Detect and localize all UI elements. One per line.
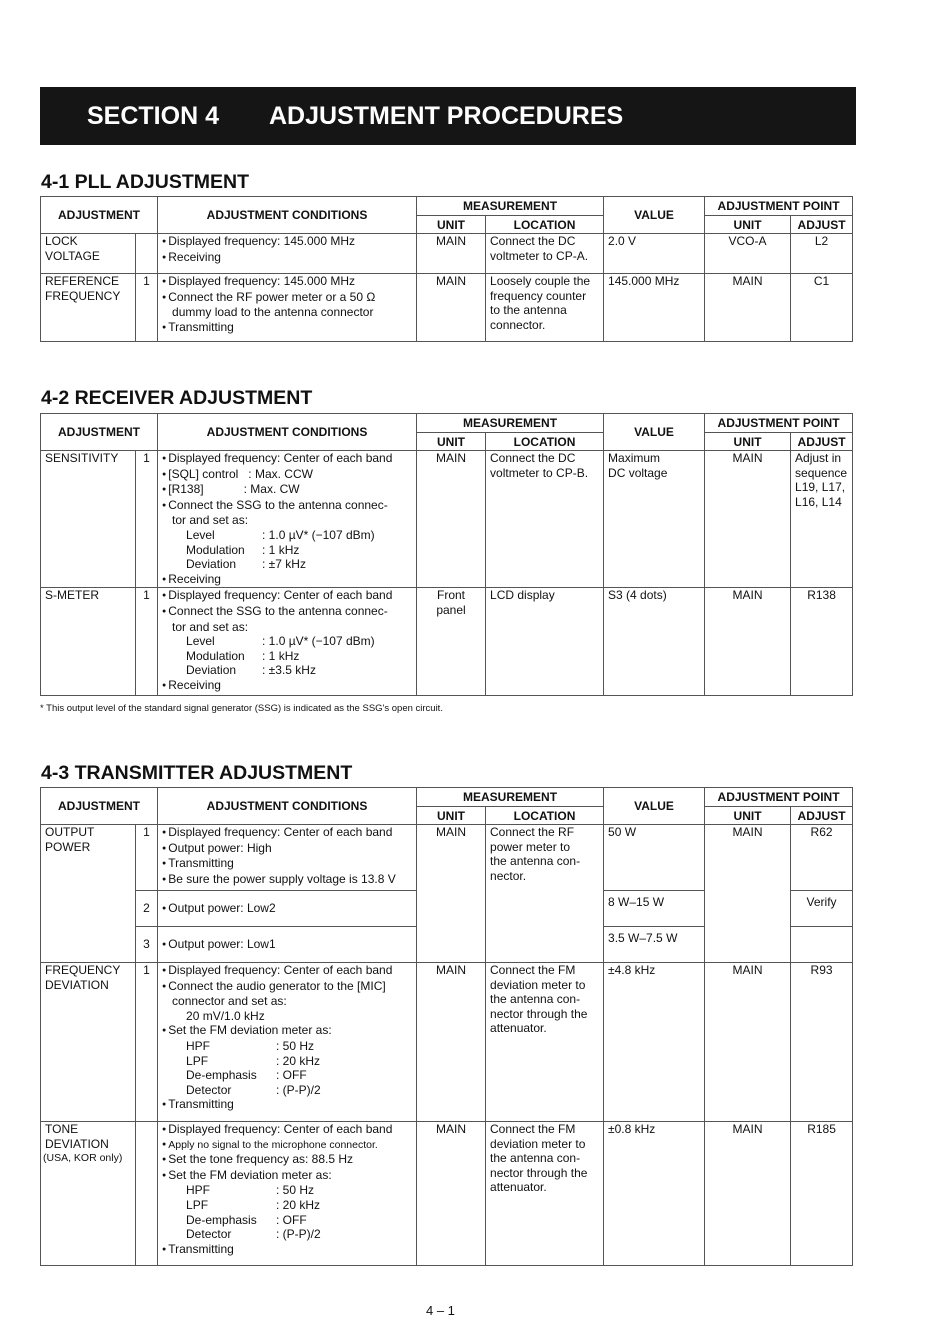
measurement-location: Connect the FM deviation meter to the antenna con- nector through the attenuator.: [486, 963, 604, 1122]
header-measurement: MEASUREMENT: [417, 414, 604, 433]
adjustment-unit: MAIN: [705, 1122, 791, 1266]
header-adjustment-point: ADJUSTMENT POINT: [705, 414, 853, 433]
header-location: LOCATION: [486, 216, 604, 234]
measurement-location: Connect the DC voltmeter to CP-B.: [486, 451, 604, 588]
receiver-title: 4-2 RECEIVER ADJUSTMENT: [41, 387, 313, 409]
adjustment-point: L2: [791, 234, 853, 274]
header-adjust: ADJUST: [791, 807, 853, 825]
header-adjust: ADJUST: [791, 433, 853, 451]
step-number: [136, 234, 158, 274]
adjustment-name: LOCK VOLTAGE: [41, 234, 136, 274]
section-banner: [40, 87, 856, 145]
conditions: ● Displayed frequency: 145.000 MHz ● Receiving: [158, 234, 417, 274]
header-value: VALUE: [604, 414, 705, 451]
value: 8 W–15 W: [604, 891, 705, 927]
adjustment-point: R138: [791, 588, 853, 696]
value: 3.5 W–7.5 W: [604, 927, 705, 963]
adjustment-name: OUTPUT POWER: [41, 825, 136, 963]
adjustment-unit: MAIN: [705, 451, 791, 588]
table-row: [41, 274, 853, 342]
adjustment-unit: MAIN: [705, 825, 791, 963]
header-adjustment: ADJUSTMENT: [41, 414, 158, 451]
step-number: 1: [136, 825, 158, 891]
header-conditions: ADJUSTMENT CONDITIONS: [158, 197, 417, 234]
adjustment-unit: MAIN: [705, 274, 791, 342]
adjustment-point: R62: [791, 825, 853, 891]
conditions: ● Displayed frequency: 145.000 MHz ● Connect the RF power meter or a 50 Ω dummy load to the antenna connector ● Transmitting: [158, 274, 417, 342]
measurement-unit: MAIN: [417, 451, 486, 588]
table-row: [41, 825, 853, 891]
header-adjustment: ADJUSTMENT: [41, 197, 158, 234]
page-number: 4 – 1: [426, 1303, 455, 1318]
conditions: ● Displayed frequency: Center of each band ● Output power: High ● Transmitting ● Be sure the power supply voltage is 13.8 V: [158, 825, 417, 891]
header-adjustment: ADJUSTMENT: [41, 788, 158, 825]
header-unit: UNIT: [417, 807, 486, 825]
table-row: [41, 234, 853, 274]
header-conditions: ADJUSTMENT CONDITIONS: [158, 414, 417, 451]
conditions: ● Displayed frequency: Center of each band ● [SQL] control : Max. CCW ● [R138] : Max. CW ● Connect the SSG to the antenna connec- tor and set as: Level : 1.0 µV* (−107 dBm) Modulation : 1 kHz Deviation : ±7 kHz ● Receiving: [158, 451, 417, 588]
table-row: [41, 963, 853, 1122]
section-number: SECTION 4: [87, 102, 219, 130]
adjustment-point: Adjust in sequence L19, L17, L16, L14: [791, 451, 853, 588]
header-measurement: MEASUREMENT: [417, 788, 604, 807]
adjustment-point: Verify: [791, 891, 853, 927]
measurement-unit: MAIN: [417, 963, 486, 1122]
header-value: VALUE: [604, 197, 705, 234]
value: 50 W: [604, 825, 705, 891]
header-adjustment-point: ADJUSTMENT POINT: [705, 197, 853, 216]
adjustment-unit: MAIN: [705, 963, 791, 1122]
adjustment-unit: VCO-A: [705, 234, 791, 274]
header-adjustment-point: ADJUSTMENT POINT: [705, 788, 853, 807]
adjustment-point: R93: [791, 963, 853, 1122]
step-number: 3: [136, 927, 158, 963]
header-adjust: ADJUST: [791, 216, 853, 234]
header-conditions: ADJUSTMENT CONDITIONS: [158, 788, 417, 825]
adjustment-name: TONE DEVIATION (USA, KOR only): [41, 1122, 136, 1266]
measurement-location: Connect the RF power meter to the antenna con- nector.: [486, 825, 604, 963]
adjustment-point: [791, 927, 853, 963]
value: Maximum DC voltage: [604, 451, 705, 588]
value: ±4.8 kHz: [604, 963, 705, 1122]
conditions: ● Displayed frequency: Center of each band ● Apply no signal to the microphone connector. ● Set the tone frequency as: 88.5 Hz ● Set the FM deviation meter as: HPF : 50 Hz LPF : 20 kHz De-emphasis : OFF Detector : (P-P)/2 ● Transmitting: [158, 1122, 417, 1266]
receiver-table: [40, 413, 853, 696]
measurement-unit: MAIN: [417, 274, 486, 342]
step-number: 2: [136, 891, 158, 927]
conditions: ● Output power: Low2: [158, 891, 417, 927]
value: ±0.8 kHz: [604, 1122, 705, 1266]
measurement-location: LCD display: [486, 588, 604, 696]
footnote: * This output level of the standard signal generator (SSG) is indicated as the SSG's open circuit.: [40, 703, 443, 714]
measurement-unit: MAIN: [417, 1122, 486, 1266]
adjustment-name: FREQUENCY DEVIATION: [41, 963, 136, 1122]
adjustment-unit: MAIN: [705, 588, 791, 696]
measurement-location: Connect the FM deviation meter to the antenna con- nector through the attenuator.: [486, 1122, 604, 1266]
measurement-unit: Front panel: [417, 588, 486, 696]
header-unit: UNIT: [417, 433, 486, 451]
measurement-location: Connect the DC voltmeter to CP-A.: [486, 234, 604, 274]
adjustment-name: REFERENCE FREQUENCY: [41, 274, 136, 342]
step-number: 1: [136, 451, 158, 588]
conditions: ● Displayed frequency: Center of each band ● Connect the audio generator to the [MIC] connector and set as: 20 mV/1.0 kHz ● Set the FM deviation meter as: HPF : 50 Hz LPF : 20 kHz De-emphasis : OFF Detector : (P-P)/2 ● Transmitting: [158, 963, 417, 1122]
transmitter-table: [40, 787, 853, 1266]
header-value: VALUE: [604, 788, 705, 825]
step-number: 1: [136, 274, 158, 342]
header-location: LOCATION: [486, 807, 604, 825]
step-number: 1: [136, 963, 158, 1122]
header-point-unit: UNIT: [705, 433, 791, 451]
measurement-unit: MAIN: [417, 825, 486, 963]
value: 145.000 MHz: [604, 274, 705, 342]
header-point-unit: UNIT: [705, 807, 791, 825]
adjustment-point: R185: [791, 1122, 853, 1266]
value: 2.0 V: [604, 234, 705, 274]
conditions: ● Output power: Low1: [158, 927, 417, 963]
header-unit: UNIT: [417, 216, 486, 234]
table-row: [41, 1122, 853, 1266]
header-point-unit: UNIT: [705, 216, 791, 234]
measurement-unit: MAIN: [417, 234, 486, 274]
step-number: 1: [136, 588, 158, 696]
pll-table: [40, 196, 853, 342]
measurement-location: Loosely couple the frequency counter to the antenna connector.: [486, 274, 604, 342]
table-row: [41, 588, 853, 696]
conditions: ● Displayed frequency: Center of each band ● Connect the SSG to the antenna connec- tor and set as: Level : 1.0 µV* (−107 dBm) Modulation : 1 kHz Deviation : ±3.5 kHz ● Receiving: [158, 588, 417, 696]
header-measurement: MEASUREMENT: [417, 197, 604, 216]
header-location: LOCATION: [486, 433, 604, 451]
transmitter-title: 4-3 TRANSMITTER ADJUSTMENT: [41, 762, 353, 784]
adjustment-point: C1: [791, 274, 853, 342]
step-number: [136, 1122, 158, 1266]
value: S3 (4 dots): [604, 588, 705, 696]
section-title: ADJUSTMENT PROCEDURES: [269, 102, 624, 130]
pll-title: 4-1 PLL ADJUSTMENT: [41, 171, 250, 193]
adjustment-name: SENSITIVITY: [41, 451, 136, 588]
adjustment-name: S-METER: [41, 588, 136, 696]
table-row: [41, 451, 853, 588]
